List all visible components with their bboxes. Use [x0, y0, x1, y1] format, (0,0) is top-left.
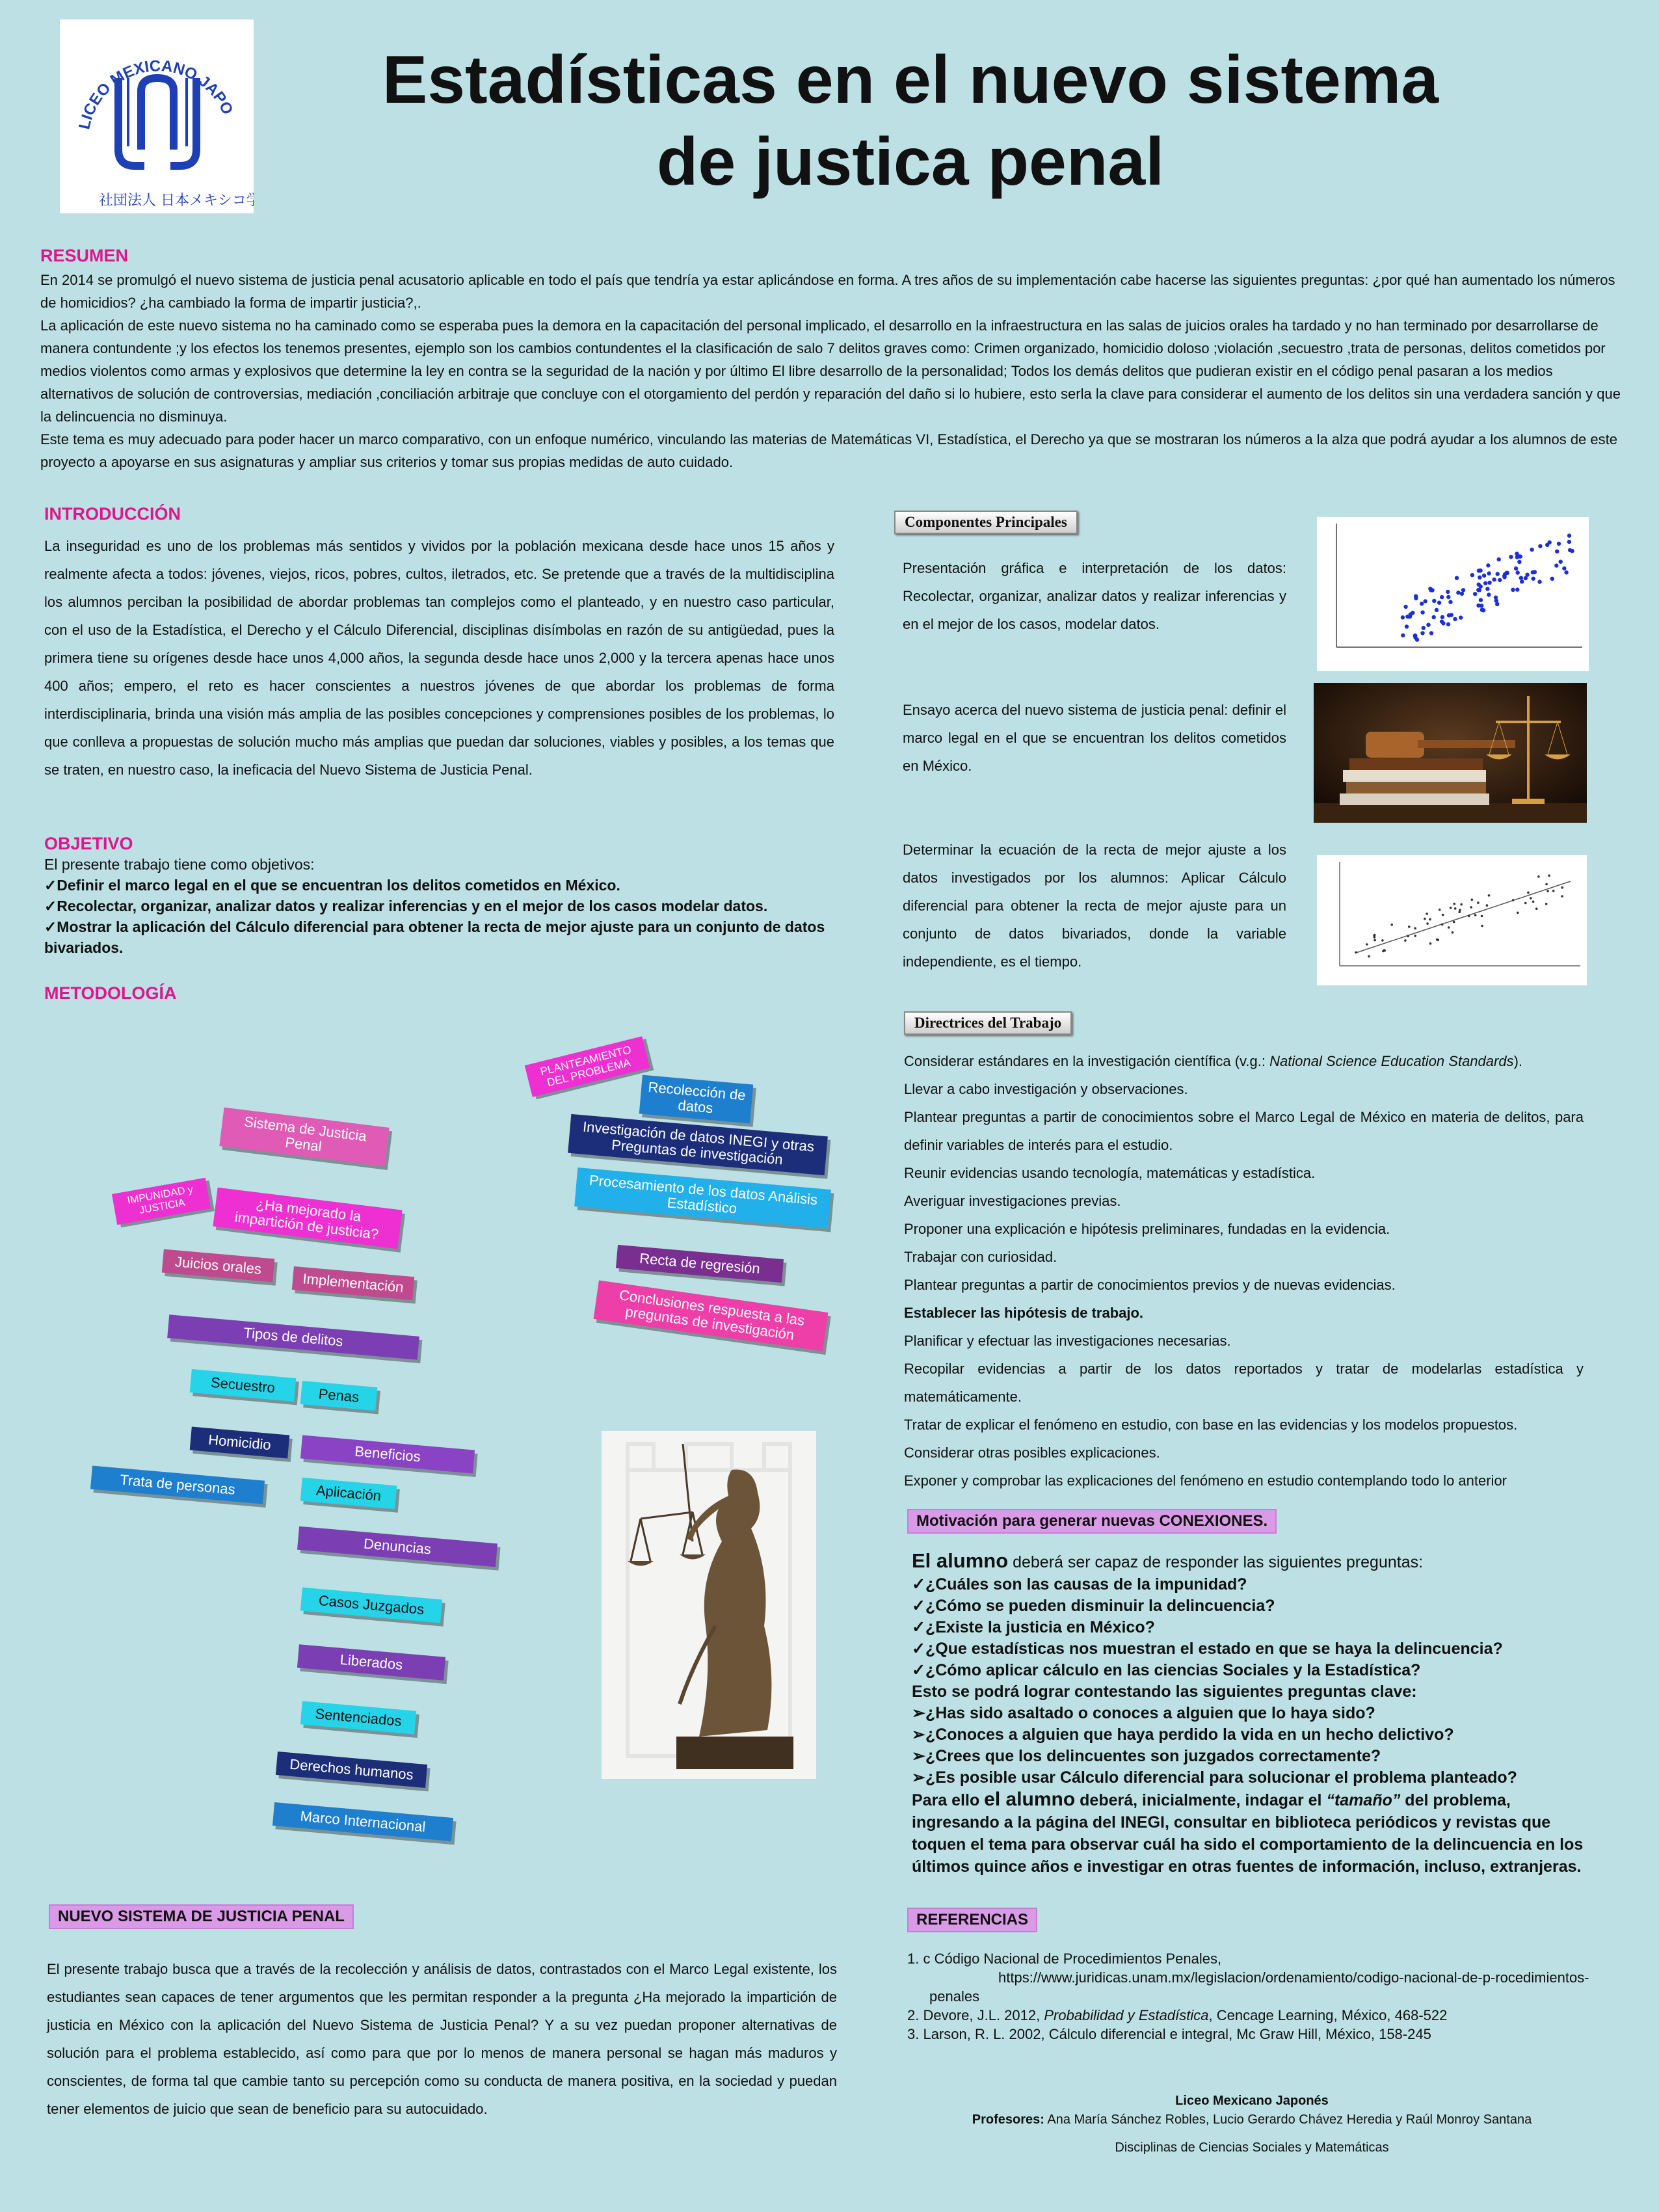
key-question: ➢¿Crees que los delincuentes son juzgados correctamente? [912, 1747, 1381, 1765]
regression-point [1545, 883, 1548, 886]
regression-point [1530, 897, 1532, 899]
regression-plot-image [1317, 855, 1587, 985]
regression-point [1459, 911, 1461, 914]
regression-point [1486, 904, 1489, 907]
scatter-point [1515, 587, 1519, 591]
regression-point [1545, 903, 1548, 905]
scatter-point [1437, 601, 1441, 605]
regression-point [1355, 952, 1357, 954]
directriz-line: Plantear preguntas a partir de conocimientos previos y de nuevas evidencias. [904, 1277, 1396, 1293]
block-sentenciados: Sentenciados [300, 1701, 416, 1734]
scatter-point [1487, 581, 1491, 585]
scatter-point [1460, 592, 1464, 596]
scatter-point [1401, 633, 1405, 637]
scatter-point [1473, 592, 1477, 596]
motivacion-question: ✓¿Que estadísticas nos muestran el estado en que se haya la delincuencia? [912, 1640, 1503, 1658]
scatter-point [1537, 580, 1541, 583]
scatter-point [1567, 533, 1571, 537]
objetivo-intro: El presente trabajo tiene como objetivos: [44, 856, 315, 873]
regression-point [1535, 907, 1538, 910]
regression-point [1368, 955, 1370, 958]
scatter-point [1519, 554, 1522, 558]
scatter-point [1497, 557, 1501, 561]
regression-point [1366, 943, 1368, 946]
directriz-line-bold: Establecer las hipótesis de trabajo. [904, 1305, 1144, 1321]
key-question: ➢¿Conoces a alguien que haya perdido la vida en un hecho delictivo? [912, 1726, 1454, 1744]
block-mejorado: ¿Ha mejorado la impartición de justicia? [213, 1188, 402, 1249]
scatter-point [1530, 548, 1533, 552]
regression-point [1448, 926, 1450, 929]
svg-text:LICEO MEXICANO JAPONÉS, A.C. [60, 20, 236, 131]
directriz-line: Planificar y efectuar las investigaciones necesarias. [904, 1333, 1231, 1349]
scatter-point [1420, 610, 1424, 614]
objetivo-heading: OBJETIVO [44, 834, 133, 853]
directriz-line: Plantear preguntas a partir de conocimientos sobre el Marco Legal de México en materia de delitos, para definir variables de interés para el estudio. [904, 1109, 1584, 1153]
regression-point [1453, 921, 1455, 924]
regression-point [1471, 898, 1474, 901]
regression-point [1524, 902, 1527, 905]
scatter-point [1498, 578, 1502, 582]
scatter-point [1483, 581, 1487, 585]
scatter-point [1538, 544, 1542, 548]
regression-point [1429, 918, 1431, 921]
block-derechos: Derechos humanos [276, 1752, 427, 1788]
resumen-p2: La aplicación de este nuevo sistema no ha caminado como se esperaba pues la demora en la capacitación del personal implicado, el desarrollo en la infraestructura en las salas de juicios orales ha tardado y no han terminado por desarrollarse de manera contundente ;y los efectos los tenemos presentes, ejemplo son los cambios contundentes el la clasificación de salo 7 delitos graves como: Crimen organizado, homicidio doloso ;violación ,secuestro ,trata de personas, delitos cometidos por medios violentos como armas y explosivos que determine la ley en contra se la seguridad de la nación y por último El libre desarrollo de la personalidad; Todos los demás delitos que pudieran existir en el código penal pasaran a los medios alternativos de solución de controversias, mediación ,conciliación arbitraje que concluye con el otorgamiento del perdón y reparación del daño si lo hubiere, esto serla la clave para considerar el aumento de los delitos sin una verdadera sanción y que la delincuencia no disminuya. [40, 317, 1621, 425]
scatter-point [1432, 615, 1436, 619]
componentes-p2: Ensayo acerca del nuevo sistema de justicia penal: definir el marco legal en el que se encuentran los delitos cometidos en México. [903, 702, 1286, 774]
directriz-line: Tratar de explicar el fenómeno en estudio, con base en las evidencias y los modelos propuestos. [904, 1417, 1518, 1433]
scatter-point [1495, 602, 1499, 606]
reference-url[interactable]: https://www.juridicas.unam.mx/legislacion/ordenamiento/codigo-nacional-de-p-rocedimientos- [998, 1969, 1589, 1986]
scatter-point [1550, 577, 1554, 581]
reference-item: 1. c Código Nacional de Procedimientos Penales, [907, 1951, 1222, 1967]
componentes-p3: Determinar la ecuación de la recta de mejor ajuste a los datos investigados por los alumnos: Aplicar Cálculo diferencial para obtener la recta de mejor ajuste para un conjunto de datos bivariados, donde la variable independiente, es el tiempo. [903, 842, 1286, 970]
scatter-point [1422, 626, 1426, 630]
scatter-point [1428, 587, 1432, 591]
scatter-point [1479, 598, 1483, 602]
scatter-point [1567, 540, 1571, 544]
scatter-point [1446, 590, 1450, 594]
introduccion-section [44, 504, 834, 784]
scatter-point [1514, 566, 1518, 570]
directrices-list [904, 1047, 1584, 1495]
directriz-line: Trabajar con curiosidad. [904, 1249, 1057, 1265]
block-penas: Penas [300, 1381, 378, 1411]
directriz-line: Llevar a cabo investigación y observaciones. [904, 1081, 1188, 1097]
regression-point [1441, 924, 1444, 926]
directriz-line: Exponer y comprobar las explicaciones del fenómeno en estudio contemplando todo lo anterior [904, 1472, 1507, 1489]
metodologia-heading: METODOLOGÍA [44, 983, 177, 1003]
title-line-1: Estadísticas en el nuevo sistema [382, 42, 1439, 118]
scatter-point [1403, 605, 1407, 609]
introduccion-text: La inseguridad es uno de los problemas más sentidos y vividos por la población mexicana desde hace unos 15 años y realmente afecta a todos: jóvenes, viejos, ricos, pobres, cultos, iletrados, etc. Se pretende que a través de la multidisciplina los alumnos perciban la posibilidad de abordar problemas tan complejos como el planteado, y en nuestro caso particular, con el uso de la Estadística, el Derecho y el Cálculo Diferencial, disciplinas disímbolas en razón de su antigüedad, pues la primera tiene su orígenes desde hace unos 4,000 años, la segunda desde hace unos 2,000 y la tercera apenas hace unos 400 años; empero, el reto es hacer conscientes a nuestros jóvenes de que abordar los problemas de forma interdisciplinaria, brinda una visión más amplia de las posibles concepciones y comprensiones posibles de los problemas, lo que conlleva a propuestas de solución mucho más amplias que puedan dar soluciones, viables y posibles, a los temas que se traten, en nuestro caso, la ineficacia del Nuevo Sistema de Justicia Penal. [44, 538, 834, 778]
componentes-p1: Presentación gráfica e interpretación de los datos: Recolectar, organizar, analizar datos y realizar inferencias y en el mejor de los casos, modelar datos. [903, 560, 1286, 632]
block-sistema: Sistema de Justicia Penal [219, 1108, 389, 1167]
regression-point [1424, 918, 1426, 920]
scatter-point [1456, 591, 1460, 594]
regression-point [1468, 915, 1470, 918]
gavel-books-image [1314, 683, 1587, 823]
block-implementacion: Implementación [292, 1266, 414, 1300]
scatter-point [1557, 542, 1561, 546]
motivacion-question: ✓¿Cómo aplicar cálculo en las ciencias Sociales y la Estadística? [912, 1661, 1421, 1679]
regression-point [1512, 899, 1515, 901]
scatter-point [1482, 574, 1486, 578]
regression-point [1381, 939, 1384, 942]
scatter-point [1405, 615, 1409, 619]
scatter-point [1477, 583, 1481, 587]
scatter-point [1477, 568, 1481, 572]
regression-point [1454, 907, 1457, 910]
nuevo-sistema-text: El presente trabajo busca que a través de la recolección y análisis de datos, contrastados con el Marco Legal existente, los estudiantes sean capaces de tener argumentos que les permitan responder a la pregunta ¿Ha mejorado la impartición de justicia en México con la aplicación del Nuevo Sistema de Justicia Penal? Y a su vez puedan proponer alternativas de solución para el problema establecido, así como para que por lo menos de manera personal se hagan más maduros y conscientes, de forma tal que cambie tanto su percepción como su conducta de manera positiva, en la sociedad y puedan tener elementos de juicio que sean de beneficio para su autocuidado. [47, 1961, 837, 2117]
block-impunidad: IMPUNIDAD y JUSTICIA [112, 1178, 211, 1225]
scatter-point [1447, 613, 1451, 617]
scatter-point [1424, 599, 1427, 603]
block-planteamiento: PLANTEAMIENTO DEL PROBLEMA [525, 1036, 650, 1097]
resumen-section [40, 246, 1621, 473]
directriz-line: Considerar estándares en la investigación científica (v.g.: National Science Education Standards). [904, 1053, 1523, 1069]
school-logo [60, 20, 254, 213]
regression-point [1390, 924, 1393, 926]
resumen-heading: RESUMEN [40, 246, 129, 265]
scatter-point [1435, 608, 1439, 612]
block-denuncias: Denuncias [297, 1526, 498, 1567]
componentes-heading: Componentes Principales [894, 511, 1078, 534]
footer-school: Liceo Mexicano Japonés [1175, 2094, 1329, 2108]
title-line-2: de justica penal [656, 124, 1165, 200]
objetivo-item: ✓Recolectar, organizar, analizar datos y realizar inferencias y en el mejor de los casos modelar datos. [44, 898, 768, 914]
reference-item: 3. Larson, R. L. 2002, Cálculo diferencial e integral, Mc Graw Hill, México, 158-245 [907, 2026, 1431, 2042]
scatter-point [1426, 623, 1430, 627]
scatter-point [1440, 595, 1444, 599]
regression-point [1453, 903, 1456, 905]
regression-point [1429, 942, 1432, 945]
regression-point [1404, 939, 1407, 942]
scatter-point [1480, 604, 1483, 607]
block-homicidio: Homicidio [190, 1426, 290, 1458]
block-liberados: Liberados [297, 1644, 445, 1681]
scatter-point [1440, 615, 1444, 619]
logo-lettering: LICEO MEXICANO JAPO [75, 57, 237, 131]
scatter-point [1446, 595, 1450, 599]
regression-point [1414, 935, 1416, 937]
block-beneficios: Beneficios [300, 1435, 475, 1473]
scatter-point [1478, 576, 1481, 580]
scatter-point [1485, 587, 1489, 591]
regression-point [1474, 914, 1477, 916]
scatter-point [1476, 588, 1480, 592]
block-juicios: Juicios orales [162, 1249, 274, 1283]
scatter-point [1555, 550, 1559, 553]
scatter-point [1502, 575, 1506, 579]
scatter-point [1562, 566, 1566, 570]
scatter-point [1568, 548, 1572, 552]
scatter-point [1487, 593, 1491, 596]
scatter-point [1545, 543, 1549, 547]
reference-url-tail: penales [929, 1988, 980, 2005]
scatter-point [1432, 599, 1436, 603]
regression-point [1374, 939, 1376, 942]
motivacion-lead: El alumno deberá ser capaz de responder las siguientes preguntas: [912, 1549, 1424, 1572]
regression-point [1552, 890, 1555, 892]
regression-point [1546, 890, 1549, 892]
regression-point [1407, 935, 1409, 938]
scatter-point [1487, 571, 1491, 575]
directriz-line: Reunir evidencias usando tecnología, matemáticas y estadística. [904, 1165, 1316, 1181]
regression-point [1436, 939, 1439, 941]
regression-point [1439, 909, 1441, 911]
block-tipos: Tipos de delitos [167, 1314, 419, 1360]
regression-point [1442, 914, 1444, 916]
regression-point [1527, 892, 1530, 894]
scatter-point [1516, 570, 1520, 574]
regression-point [1561, 895, 1563, 898]
motivacion-question: ✓¿Existe la justicia en México? [912, 1618, 1155, 1636]
scatter-point [1511, 588, 1515, 592]
motivacion-section [912, 1549, 1595, 1878]
block-recta: Recta de regresión [616, 1245, 784, 1283]
block-trata: Trata de personas [90, 1465, 265, 1504]
scatter-point [1453, 617, 1457, 621]
scatter-point [1420, 602, 1424, 606]
regression-point [1414, 927, 1416, 930]
footer-profs: Profesores: Ana María Sánchez Robles, Lucio Gerardo Chávez Heredia y Raúl Monroy Santana [972, 2112, 1532, 2127]
logo-jp-text: 社団法人 日本メキシコ学 [99, 193, 254, 209]
directriz-line: Averiguar investigaciones previas. [904, 1193, 1121, 1209]
scatter-point [1492, 578, 1496, 581]
regression-point [1426, 922, 1429, 925]
block-casos: Casos Juzgados [300, 1588, 442, 1623]
block-investigacion: Investigación de datos INEGI y otras Preguntas de investigación [568, 1114, 828, 1175]
objetivo-item: ✓Definir el marco legal en el que se encuentran los delitos cometidos en México. [44, 877, 620, 894]
regression-point [1426, 913, 1428, 915]
scatter-point [1429, 631, 1433, 635]
objetivo-section [44, 834, 838, 958]
directriz-line: Considerar otras posibles explicaciones. [904, 1445, 1160, 1461]
block-recoleccion: Recolección de datos [639, 1075, 754, 1124]
scatter-point [1525, 573, 1529, 577]
regression-point [1561, 886, 1564, 889]
scatter-plot-image [1317, 517, 1589, 671]
footer [907, 2092, 1597, 2157]
motivacion-question: ✓¿Cómo se pueden disminuir la delincuencia? [912, 1597, 1275, 1615]
scatter-point [1531, 570, 1535, 574]
regression-point [1408, 926, 1411, 928]
scatter-point [1414, 596, 1418, 600]
lady-justice-image [602, 1431, 816, 1779]
scatter-point [1532, 577, 1535, 581]
regression-point [1548, 874, 1550, 877]
referencias-list [907, 1949, 1636, 2044]
regression-point [1383, 949, 1386, 952]
directrices-heading: Directrices del Trabajo [904, 1011, 1072, 1035]
block-procesamiento: Procesamiento de los datos Análisis Estadístico [574, 1167, 831, 1229]
scatter-point [1554, 563, 1558, 567]
motivacion-question: ✓¿Cuáles son las causas de la impunidad? [912, 1575, 1247, 1593]
introduccion-heading: INTRODUCCIÓN [44, 504, 181, 524]
footer-disciplinas: Disciplinas de Ciencias Sociales y Matemáticas [1115, 2140, 1389, 2155]
motivacion-final: Para ello el alumno deberá, inicialmente, indagar el “tamaño” del problema, ingresando a la página del INEGI, consultar en biblioteca periódicos y revistas que toquen el tema para observar cuál ha sido el comportamiento de la delincuencia en los últimos quince años e investigar en otras fuentes de información, incluso, extranjeras. [912, 1789, 1584, 1876]
scatter-point [1520, 580, 1524, 583]
scatter-point [1420, 631, 1424, 635]
scatter-point [1519, 576, 1523, 580]
regression-point [1537, 875, 1540, 878]
block-secuestro: Secuestro [190, 1369, 297, 1402]
regression-point [1532, 901, 1535, 903]
referencias-heading: REFERENCIAS [907, 1908, 1037, 1932]
scatter-point [1481, 608, 1485, 612]
motivacion-heading: Motivación para generar nuevas CONEXIONES. [907, 1509, 1277, 1534]
resumen-p3: Este tema es muy adecuado para poder hacer un marco comparativo, con un enfoque numérico, vinculando las materias de Matemáticas VI, Estadística, el Derecho ya que se mostraran los números a la alza que podrá ayudar a los alumnos de este proyecto a apoyarse en sus asignaturas y ampliar sus criterios y tomar sus propias medidas de auto cuidado. [40, 431, 1617, 470]
resumen-p1: En 2014 se promulgó el nuevo sistema de justicia penal acusatorio aplicable en todo el país que tendría ya estar aplicándose en forma. A tres años de su implementación cabe hacerse las siguientes preguntas: ¿por qué han aumentado los números de homicidios? ¿ha cambiado la forma de impartir justicia?,. [40, 272, 1615, 311]
objetivo-item: ✓Mostrar la aplicación del Cálculo diferencial para obtener la recta de mejor ajuste para un conjunto de datos bivariados. [44, 918, 825, 956]
block-marco: Marco Internacional [272, 1802, 453, 1841]
page-title [312, 39, 1509, 203]
key-question: ➢¿Has sido asaltado o conoces a alguien que lo haya sido? [912, 1704, 1375, 1722]
scatter-point [1446, 622, 1450, 626]
reference-item: 2. Devore, J.L. 2012, Probabilidad y Estadística, Cencage Learning, México, 468-522 [907, 2007, 1448, 2023]
block-aplicacion: Aplicación [300, 1478, 397, 1510]
scatter-point [1405, 624, 1409, 628]
scatter-point [1448, 600, 1452, 604]
directriz-line: Recopilar evidencias a partir de los datos reportados y tratar de modelarlas estadística y matemáticamente. [904, 1361, 1584, 1405]
scatter-point [1461, 588, 1465, 592]
scatter-point [1470, 573, 1474, 577]
scatter-point [1455, 576, 1459, 580]
regression-point [1374, 936, 1376, 939]
regression-point [1452, 931, 1454, 934]
scatter-point [1505, 571, 1509, 575]
regression-point [1477, 901, 1480, 904]
scatter-point [1459, 615, 1463, 619]
regression-point [1450, 907, 1452, 909]
scatter-point [1564, 570, 1568, 574]
regression-point [1374, 934, 1376, 937]
motivacion-clave: Esto se podrá lograr contestando las siguientes preguntas clave: [912, 1683, 1417, 1701]
scatter-point [1509, 555, 1513, 559]
regression-point [1481, 915, 1483, 918]
scatter-point [1559, 560, 1563, 564]
regression-point [1481, 925, 1483, 927]
scatter-point [1401, 615, 1405, 619]
scatter-point [1496, 572, 1500, 576]
nuevo-sistema-heading: NUEVO SISTEMA DE JUSTICIA PENAL [49, 1904, 354, 1929]
regression-point [1470, 906, 1472, 909]
scatter-point [1415, 637, 1419, 641]
directriz-line: Proponer una explicación e hipótesis preliminares, fundadas en la evidencia. [904, 1221, 1390, 1237]
regression-point [1517, 912, 1519, 914]
regression-point [1460, 903, 1463, 906]
scatter-point [1440, 619, 1444, 623]
scatter-point [1517, 560, 1521, 564]
key-question: ➢¿Es posible usar Cálculo diferencial para solucionar el problema planteado? [912, 1768, 1517, 1787]
block-conclusiones: Conclusiones respuesta a las preguntas de investigación [594, 1281, 829, 1352]
regression-point [1459, 909, 1461, 911]
regression-point [1488, 894, 1491, 897]
scatter-point [1486, 563, 1490, 567]
scatter-point [1413, 633, 1417, 637]
